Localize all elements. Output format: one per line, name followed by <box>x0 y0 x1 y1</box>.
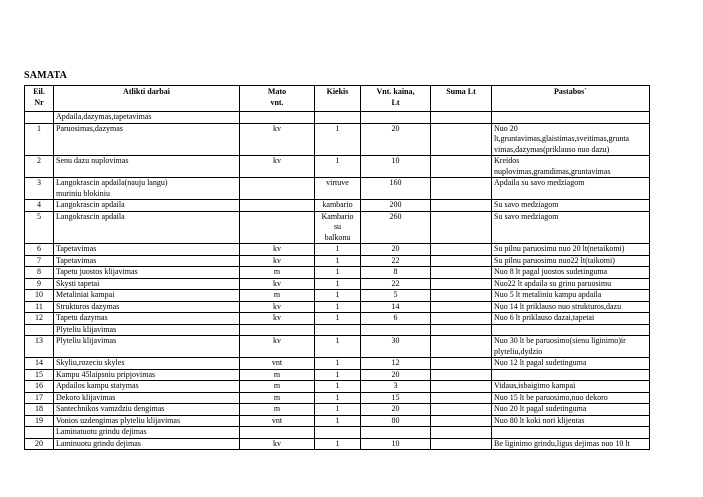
cell-work: Metaliniai kampai <box>54 290 240 302</box>
cell-price: 6 <box>361 313 431 325</box>
cell-work: Langokrascin apdaila(nauju langu) muriniu blokiniu <box>54 178 240 200</box>
cell-price: 30 <box>361 336 431 358</box>
table-row <box>25 301 650 313</box>
cell-work: Strukturos dazymas <box>54 301 240 313</box>
cell-qty: 1 <box>315 381 361 393</box>
cell-notes: Nuo 20 lt pagal sudetinguma <box>492 404 650 416</box>
cell-notes: Nuo 6 lt priklauso dazai,tapetai <box>492 313 650 325</box>
cell-work: Plyteliu klijavimas <box>54 336 240 358</box>
cell-unit: kv <box>240 336 315 358</box>
cell-notes: Kreidos nuplovimas,gramdimas,gruntavimas <box>492 156 650 178</box>
cell-sum <box>431 438 492 450</box>
cell-sum <box>431 381 492 393</box>
cell-nr: 9 <box>25 278 54 290</box>
cell-price: 80 <box>361 415 431 427</box>
cell-price: 22 <box>361 255 431 267</box>
table-row <box>25 123 650 156</box>
cell-qty: Kambario su balkonu <box>315 211 361 244</box>
table-row <box>25 369 650 381</box>
header-price: Vnt. kaina, Lt <box>361 86 431 112</box>
cell-sum <box>431 112 492 124</box>
cell-qty: 1 <box>315 313 361 325</box>
cell-nr <box>25 427 54 439</box>
cell-work: Apdaila,dazymas,tapetavimas <box>54 112 240 124</box>
cell-work: Skysti tapetai <box>54 278 240 290</box>
cell-qty: 1 <box>315 369 361 381</box>
cell-nr: 5 <box>25 211 54 244</box>
cell-nr <box>25 112 54 124</box>
table-row <box>25 255 650 267</box>
cell-price: 5 <box>361 290 431 302</box>
cell-sum <box>431 392 492 404</box>
cell-nr: 6 <box>25 244 54 256</box>
cell-nr: 14 <box>25 358 54 370</box>
cell-nr: 4 <box>25 200 54 212</box>
cell-nr: 8 <box>25 267 54 279</box>
cell-unit: kv <box>240 278 315 290</box>
table-body <box>25 112 650 450</box>
cell-sum <box>431 336 492 358</box>
cell-qty: 1 <box>315 156 361 178</box>
cell-sum <box>431 123 492 156</box>
cell-work: Dekoro klijavimas <box>54 392 240 404</box>
cell-qty: virtuve <box>315 178 361 200</box>
cell-nr: 1 <box>25 123 54 156</box>
cell-sum <box>431 200 492 212</box>
header-qty: Kiekis <box>315 86 361 112</box>
cell-notes: Su savo medziagom <box>492 211 650 244</box>
cell-unit: kv <box>240 156 315 178</box>
cell-nr: 11 <box>25 301 54 313</box>
header-notes: Pastabos` <box>492 86 650 112</box>
cell-work: Tapetavimas <box>54 244 240 256</box>
cell-unit: m <box>240 392 315 404</box>
table-row <box>25 381 650 393</box>
cell-work: Skyliu,rozeciu skyles <box>54 358 240 370</box>
cell-work: Laminatuotu grindu dejimas <box>54 427 240 439</box>
cell-sum <box>431 255 492 267</box>
table-row <box>25 178 650 200</box>
cell-nr: 7 <box>25 255 54 267</box>
cell-sum <box>431 324 492 336</box>
cell-price <box>361 112 431 124</box>
cell-price: 20 <box>361 244 431 256</box>
cell-notes: Nuo22 lt apdaila su grinu paruosimu <box>492 278 650 290</box>
cell-qty: 1 <box>315 255 361 267</box>
cell-qty: 1 <box>315 290 361 302</box>
cell-notes <box>492 427 650 439</box>
cell-qty <box>315 427 361 439</box>
cell-nr: 19 <box>25 415 54 427</box>
cell-qty: 1 <box>315 392 361 404</box>
cell-notes <box>492 369 650 381</box>
cell-notes: Su pilnu paruosimu nuo 20 lt(netaikomi) <box>492 244 650 256</box>
cell-nr: 17 <box>25 392 54 404</box>
cell-price: 20 <box>361 369 431 381</box>
cell-price: 20 <box>361 123 431 156</box>
cell-unit <box>240 178 315 200</box>
cell-sum <box>431 278 492 290</box>
table-row <box>25 200 650 212</box>
cell-notes: Nuo 20 lt,gruntavimas,glaistimas,sveitimas,grunta vimas,dazymas(priklauso nuo dazu) <box>492 123 650 156</box>
cell-work: Senu dazu nuplovimas <box>54 156 240 178</box>
cell-price: 12 <box>361 358 431 370</box>
cell-notes: Nuo 5 lt metaliniu kampu apdaila <box>492 290 650 302</box>
table-row <box>25 267 650 279</box>
cell-nr: 10 <box>25 290 54 302</box>
cell-work: Tapetavimas <box>54 255 240 267</box>
cell-notes: Be liginimo grindu,ligus dejimas nuo 10 lt <box>492 438 650 450</box>
cell-work: Tapetu juostos klijavimas <box>54 267 240 279</box>
header-unit: Mato vnt. <box>240 86 315 112</box>
cell-unit: kv <box>240 244 315 256</box>
table-row <box>25 313 650 325</box>
cell-price: 10 <box>361 438 431 450</box>
cell-qty: 1 <box>315 358 361 370</box>
cell-nr: 12 <box>25 313 54 325</box>
cell-price: 200 <box>361 200 431 212</box>
header-nr: Eil. Nr <box>25 86 54 112</box>
cell-sum <box>431 313 492 325</box>
table-row <box>25 336 650 358</box>
section-row <box>25 324 650 336</box>
estimate-table <box>24 85 650 450</box>
cell-nr: 15 <box>25 369 54 381</box>
cell-work: Kampu 45laipsniu pripjovimas <box>54 369 240 381</box>
document-title: SAMATA <box>24 70 68 81</box>
cell-notes: Nuo 30 lt be paruosimo(sienu liginimo)ir plyteliu,dydzio <box>492 336 650 358</box>
cell-unit: kv <box>240 438 315 450</box>
header-sum: Suma Lt <box>431 86 492 112</box>
cell-price: 15 <box>361 392 431 404</box>
cell-price: 10 <box>361 156 431 178</box>
cell-price: 8 <box>361 267 431 279</box>
table-row <box>25 358 650 370</box>
cell-qty <box>315 112 361 124</box>
cell-notes: Nuo 12 lt pagal sudetinguma <box>492 358 650 370</box>
cell-unit: kv <box>240 313 315 325</box>
cell-price <box>361 427 431 439</box>
cell-unit <box>240 324 315 336</box>
cell-price: 160 <box>361 178 431 200</box>
cell-price: 22 <box>361 278 431 290</box>
cell-unit <box>240 427 315 439</box>
table-row <box>25 290 650 302</box>
cell-sum <box>431 301 492 313</box>
table-row <box>25 156 650 178</box>
cell-sum <box>431 156 492 178</box>
table-row <box>25 278 650 290</box>
cell-sum <box>431 404 492 416</box>
cell-sum <box>431 211 492 244</box>
cell-price: 3 <box>361 381 431 393</box>
cell-sum <box>431 267 492 279</box>
cell-qty <box>315 324 361 336</box>
cell-nr: 20 <box>25 438 54 450</box>
cell-unit: vnt <box>240 358 315 370</box>
cell-notes: Apdaila su savo medziagom <box>492 178 650 200</box>
cell-nr: 16 <box>25 381 54 393</box>
cell-unit: vnt <box>240 415 315 427</box>
cell-notes: Nuo 80 lt koki nori klijentas <box>492 415 650 427</box>
header-work: Atlikti darbai <box>54 86 240 112</box>
table-row <box>25 211 650 244</box>
cell-sum <box>431 178 492 200</box>
cell-qty: kambario <box>315 200 361 212</box>
table-header-row <box>25 86 650 112</box>
cell-notes: Nuo 15 lt be paruosimo,nuo dekoro <box>492 392 650 404</box>
cell-work: Laminuotu grindu dejimas <box>54 438 240 450</box>
cell-qty: 1 <box>315 415 361 427</box>
cell-work: Plyteliu klijavimas <box>54 324 240 336</box>
cell-price: 20 <box>361 404 431 416</box>
cell-notes <box>492 324 650 336</box>
cell-notes: Nuo 8 lt pagal juostos sudetinguma <box>492 267 650 279</box>
cell-notes <box>492 112 650 124</box>
cell-work: Vonios uzdengimas plyteliu klijavimas <box>54 415 240 427</box>
cell-qty: 1 <box>315 267 361 279</box>
cell-unit: kv <box>240 301 315 313</box>
cell-nr: 3 <box>25 178 54 200</box>
cell-unit: kv <box>240 123 315 156</box>
cell-qty: 1 <box>315 301 361 313</box>
cell-unit: m <box>240 290 315 302</box>
cell-work: Langokrascin apdaila <box>54 200 240 212</box>
cell-work: Santechnikos vamzdziu dengimas <box>54 404 240 416</box>
table-row <box>25 415 650 427</box>
cell-qty: 1 <box>315 278 361 290</box>
cell-nr: 2 <box>25 156 54 178</box>
cell-qty: 1 <box>315 123 361 156</box>
cell-qty: 1 <box>315 336 361 358</box>
cell-unit: m <box>240 267 315 279</box>
cell-work: Apdailos kampu statymas <box>54 381 240 393</box>
cell-sum <box>431 244 492 256</box>
table-row <box>25 244 650 256</box>
cell-sum <box>431 427 492 439</box>
cell-qty: 1 <box>315 438 361 450</box>
cell-notes: Su savo medziagom <box>492 200 650 212</box>
cell-unit: m <box>240 369 315 381</box>
cell-nr <box>25 324 54 336</box>
cell-sum <box>431 358 492 370</box>
cell-unit: m <box>240 404 315 416</box>
table-row <box>25 392 650 404</box>
cell-sum <box>431 290 492 302</box>
section-row <box>25 427 650 439</box>
cell-qty: 1 <box>315 244 361 256</box>
cell-price: 260 <box>361 211 431 244</box>
cell-unit: kv <box>240 255 315 267</box>
table-row <box>25 404 650 416</box>
cell-sum <box>431 369 492 381</box>
cell-price: 14 <box>361 301 431 313</box>
cell-work: Paruosimas,dazymas <box>54 123 240 156</box>
table-row <box>25 438 650 450</box>
cell-qty: 1 <box>315 404 361 416</box>
cell-sum <box>431 415 492 427</box>
cell-nr: 13 <box>25 336 54 358</box>
cell-unit <box>240 112 315 124</box>
cell-work: Tapetu dazymas <box>54 313 240 325</box>
cell-unit: m <box>240 381 315 393</box>
cell-nr: 18 <box>25 404 54 416</box>
cell-notes: Nuo 14 lt priklauso nuo strukturos,dazu <box>492 301 650 313</box>
cell-unit <box>240 200 315 212</box>
cell-work: Langokrascin apdaila <box>54 211 240 244</box>
cell-unit <box>240 211 315 244</box>
cell-notes: Su pilnu paruosimu nuo22 lt(taikomi) <box>492 255 650 267</box>
cell-notes: Vidaus,isbaigimo kampai <box>492 381 650 393</box>
cell-price <box>361 324 431 336</box>
section-row <box>25 112 650 124</box>
